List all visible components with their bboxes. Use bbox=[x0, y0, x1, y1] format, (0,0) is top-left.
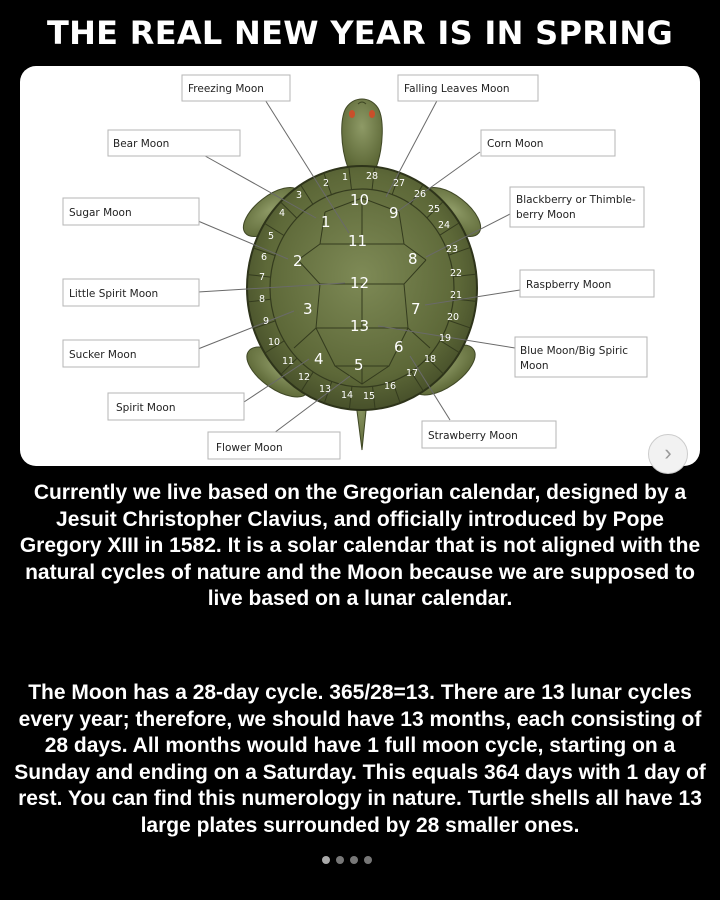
pager-dot[interactable] bbox=[364, 856, 372, 864]
scute-number: 19 bbox=[439, 333, 452, 344]
scute-number: 9 bbox=[263, 316, 270, 327]
label-flower-moon bbox=[208, 432, 340, 459]
scute-number: 18 bbox=[424, 354, 437, 365]
svg-text:berry Moon: berry Moon bbox=[516, 209, 576, 221]
scute-number: 3 bbox=[296, 190, 303, 201]
svg-text:Blue Moon/Big Spiric: Blue Moon/Big Spiric bbox=[520, 345, 629, 357]
label-blue-moon bbox=[515, 337, 647, 377]
plate-number: 12 bbox=[350, 274, 370, 292]
scute-number: 4 bbox=[279, 208, 286, 219]
scute-number: 16 bbox=[384, 381, 397, 392]
plate-number: 3 bbox=[303, 300, 313, 318]
turtle-diagram-panel bbox=[20, 66, 700, 466]
plate-number: 11 bbox=[348, 232, 368, 250]
paragraph-gregorian-calendar: Currently we live based on the Gregorian calendar, designed by a Jesuit Christopher Clavius, and officially introduced by Pope Gregory XIII in 1582. It is a solar calendar that is not aligned with the natural cycles of nature and the Moon because we are supposed to live based on a lunar calendar. bbox=[19, 481, 701, 610]
scute-number: 11 bbox=[282, 356, 295, 367]
label-freezing-moon bbox=[182, 75, 290, 101]
plate-number: 6 bbox=[394, 338, 404, 356]
label-raspberry-moon bbox=[520, 270, 654, 297]
plate-number: 4 bbox=[314, 350, 324, 368]
svg-text:Flower Moon: Flower Moon bbox=[216, 442, 283, 454]
scute-number: 5 bbox=[268, 231, 275, 242]
plate-number: 8 bbox=[408, 250, 418, 268]
turtle-diagram bbox=[20, 66, 700, 466]
turtle-head bbox=[342, 99, 383, 168]
svg-text:Sugar Moon: Sugar Moon bbox=[69, 207, 132, 219]
scute-number: 17 bbox=[406, 368, 419, 379]
plate-number: 9 bbox=[389, 204, 399, 222]
label-blackberry-moon bbox=[510, 187, 644, 227]
scute-number: 13 bbox=[319, 384, 332, 395]
scute-number: 1 bbox=[342, 172, 349, 183]
label-bear-moon bbox=[108, 130, 240, 156]
turtle-eye-left bbox=[349, 110, 355, 118]
turtle-eye-right bbox=[369, 110, 375, 118]
label-spirit-moon bbox=[108, 393, 244, 420]
svg-text:Blackberry or Thimble-: Blackberry or Thimble- bbox=[516, 194, 636, 206]
carousel-pager bbox=[322, 856, 372, 864]
scute-number: 2 bbox=[323, 178, 330, 189]
plate-number: 2 bbox=[293, 252, 303, 270]
svg-text:Sucker Moon: Sucker Moon bbox=[69, 349, 137, 361]
svg-text:Spirit Moon: Spirit Moon bbox=[116, 402, 176, 414]
pager-dot[interactable] bbox=[336, 856, 344, 864]
scute-number: 8 bbox=[259, 294, 266, 305]
scute-number: 20 bbox=[447, 312, 460, 323]
pager-dot[interactable] bbox=[322, 856, 330, 864]
plate-number: 10 bbox=[350, 191, 370, 209]
scute-number: 28 bbox=[366, 171, 379, 182]
plate-number: 7 bbox=[411, 300, 421, 318]
chevron-right-icon: › bbox=[664, 440, 672, 465]
plate-number: 13 bbox=[350, 317, 370, 335]
svg-text:Moon: Moon bbox=[520, 360, 549, 372]
svg-text:Freezing Moon: Freezing Moon bbox=[188, 83, 264, 95]
scute-number: 25 bbox=[428, 204, 441, 215]
scute-number: 21 bbox=[450, 290, 463, 301]
scute-number: 6 bbox=[261, 252, 268, 263]
svg-text:Falling Leaves Moon: Falling Leaves Moon bbox=[404, 83, 510, 95]
plate-number: 1 bbox=[321, 213, 331, 231]
label-falling-leaves-moon bbox=[398, 75, 538, 101]
scute-number: 10 bbox=[268, 337, 281, 348]
scute-number: 23 bbox=[446, 244, 459, 255]
plate-number: 5 bbox=[354, 356, 364, 374]
scute-number: 24 bbox=[438, 220, 451, 231]
label-sucker-moon bbox=[63, 340, 199, 367]
next-slide-button[interactable] bbox=[648, 434, 688, 474]
svg-text:Little Spirit Moon: Little Spirit Moon bbox=[69, 288, 159, 300]
scute-number: 15 bbox=[363, 391, 376, 402]
pager-dot[interactable] bbox=[350, 856, 358, 864]
scute-number: 7 bbox=[259, 272, 266, 283]
svg-text:Raspberry Moon: Raspberry Moon bbox=[526, 279, 612, 291]
label-sugar-moon bbox=[63, 198, 199, 225]
svg-text:Strawberry Moon: Strawberry Moon bbox=[428, 430, 518, 442]
label-strawberry-moon bbox=[422, 421, 556, 448]
label-corn-moon bbox=[481, 130, 615, 156]
scute-number: 27 bbox=[393, 178, 406, 189]
svg-text:Corn Moon: Corn Moon bbox=[487, 138, 544, 150]
scute-number: 12 bbox=[298, 372, 311, 383]
scute-number: 14 bbox=[341, 390, 354, 401]
label-little-spirit-moon bbox=[63, 279, 199, 306]
svg-text:Bear Moon: Bear Moon bbox=[113, 138, 170, 150]
scute-number: 26 bbox=[414, 189, 427, 200]
paragraph-moon-cycle: The Moon has a 28-day cycle. 365/28=13. There are 13 lunar cycles every year; therefore, we should have 13 months, each consisting of 28 days. All months would have 1 full moon cycle, starting on a Sunday and ending on a Saturday. This equals 364 days with 1 day of rest. You can find this numerology in nature. Turtle shells all have 13 large plates surrounded by 28 smaller ones. bbox=[14, 681, 706, 837]
headline: THE REAL NEW YEAR IS IN SPRING bbox=[46, 14, 674, 52]
scute-number: 22 bbox=[450, 268, 463, 279]
